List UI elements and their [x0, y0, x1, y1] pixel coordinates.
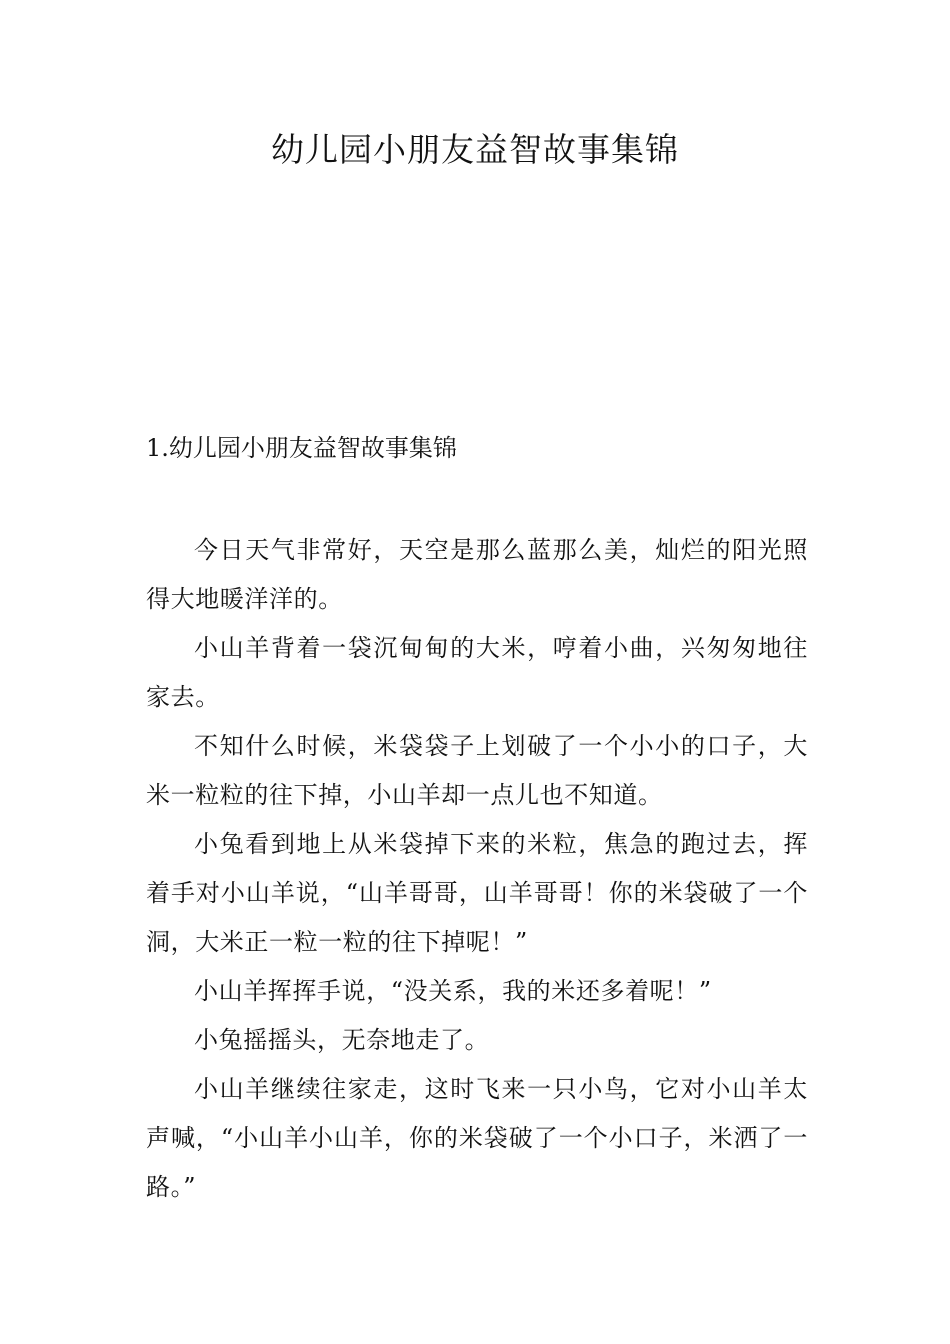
paragraph: 小山羊挥挥手说，“没关系，我的米还多着呢！” — [194, 977, 712, 1005]
story-body — [146, 526, 808, 1212]
paragraph: 小兔看到地上从米袋掉下来的米粒，焦急的跑过去，挥着手对小山羊说，“山羊哥哥，山羊哥哥！你的米袋破了一个洞，大米正一粒一粒的往下掉呢！” — [146, 830, 808, 956]
document-title: 幼儿园小朋友益智故事集锦 — [271, 130, 679, 169]
paragraph: 小兔摇摇头，无奈地走了。 — [194, 1026, 490, 1054]
paragraph: 小山羊背着一袋沉甸甸的大米，哼着小曲，兴匆匆地往家去。 — [146, 634, 808, 711]
paragraph: 小山羊继续往家走，这时飞来一只小鸟，它对小山羊太声喊，“小山羊小山羊，你的米袋破了一个小口子，米洒了一路。” — [146, 1075, 808, 1201]
paragraph: 今日天气非常好，天空是那么蓝那么美，灿烂的阳光照得大地暖洋洋的。 — [146, 536, 808, 613]
paragraph: 不知什么时候，米袋袋子上划破了一个小小的口子，大米一粒粒的往下掉，小山羊却一点儿也不知道。 — [146, 732, 808, 809]
section-heading: 1.幼儿园小朋友益智故事集锦 — [146, 434, 457, 462]
